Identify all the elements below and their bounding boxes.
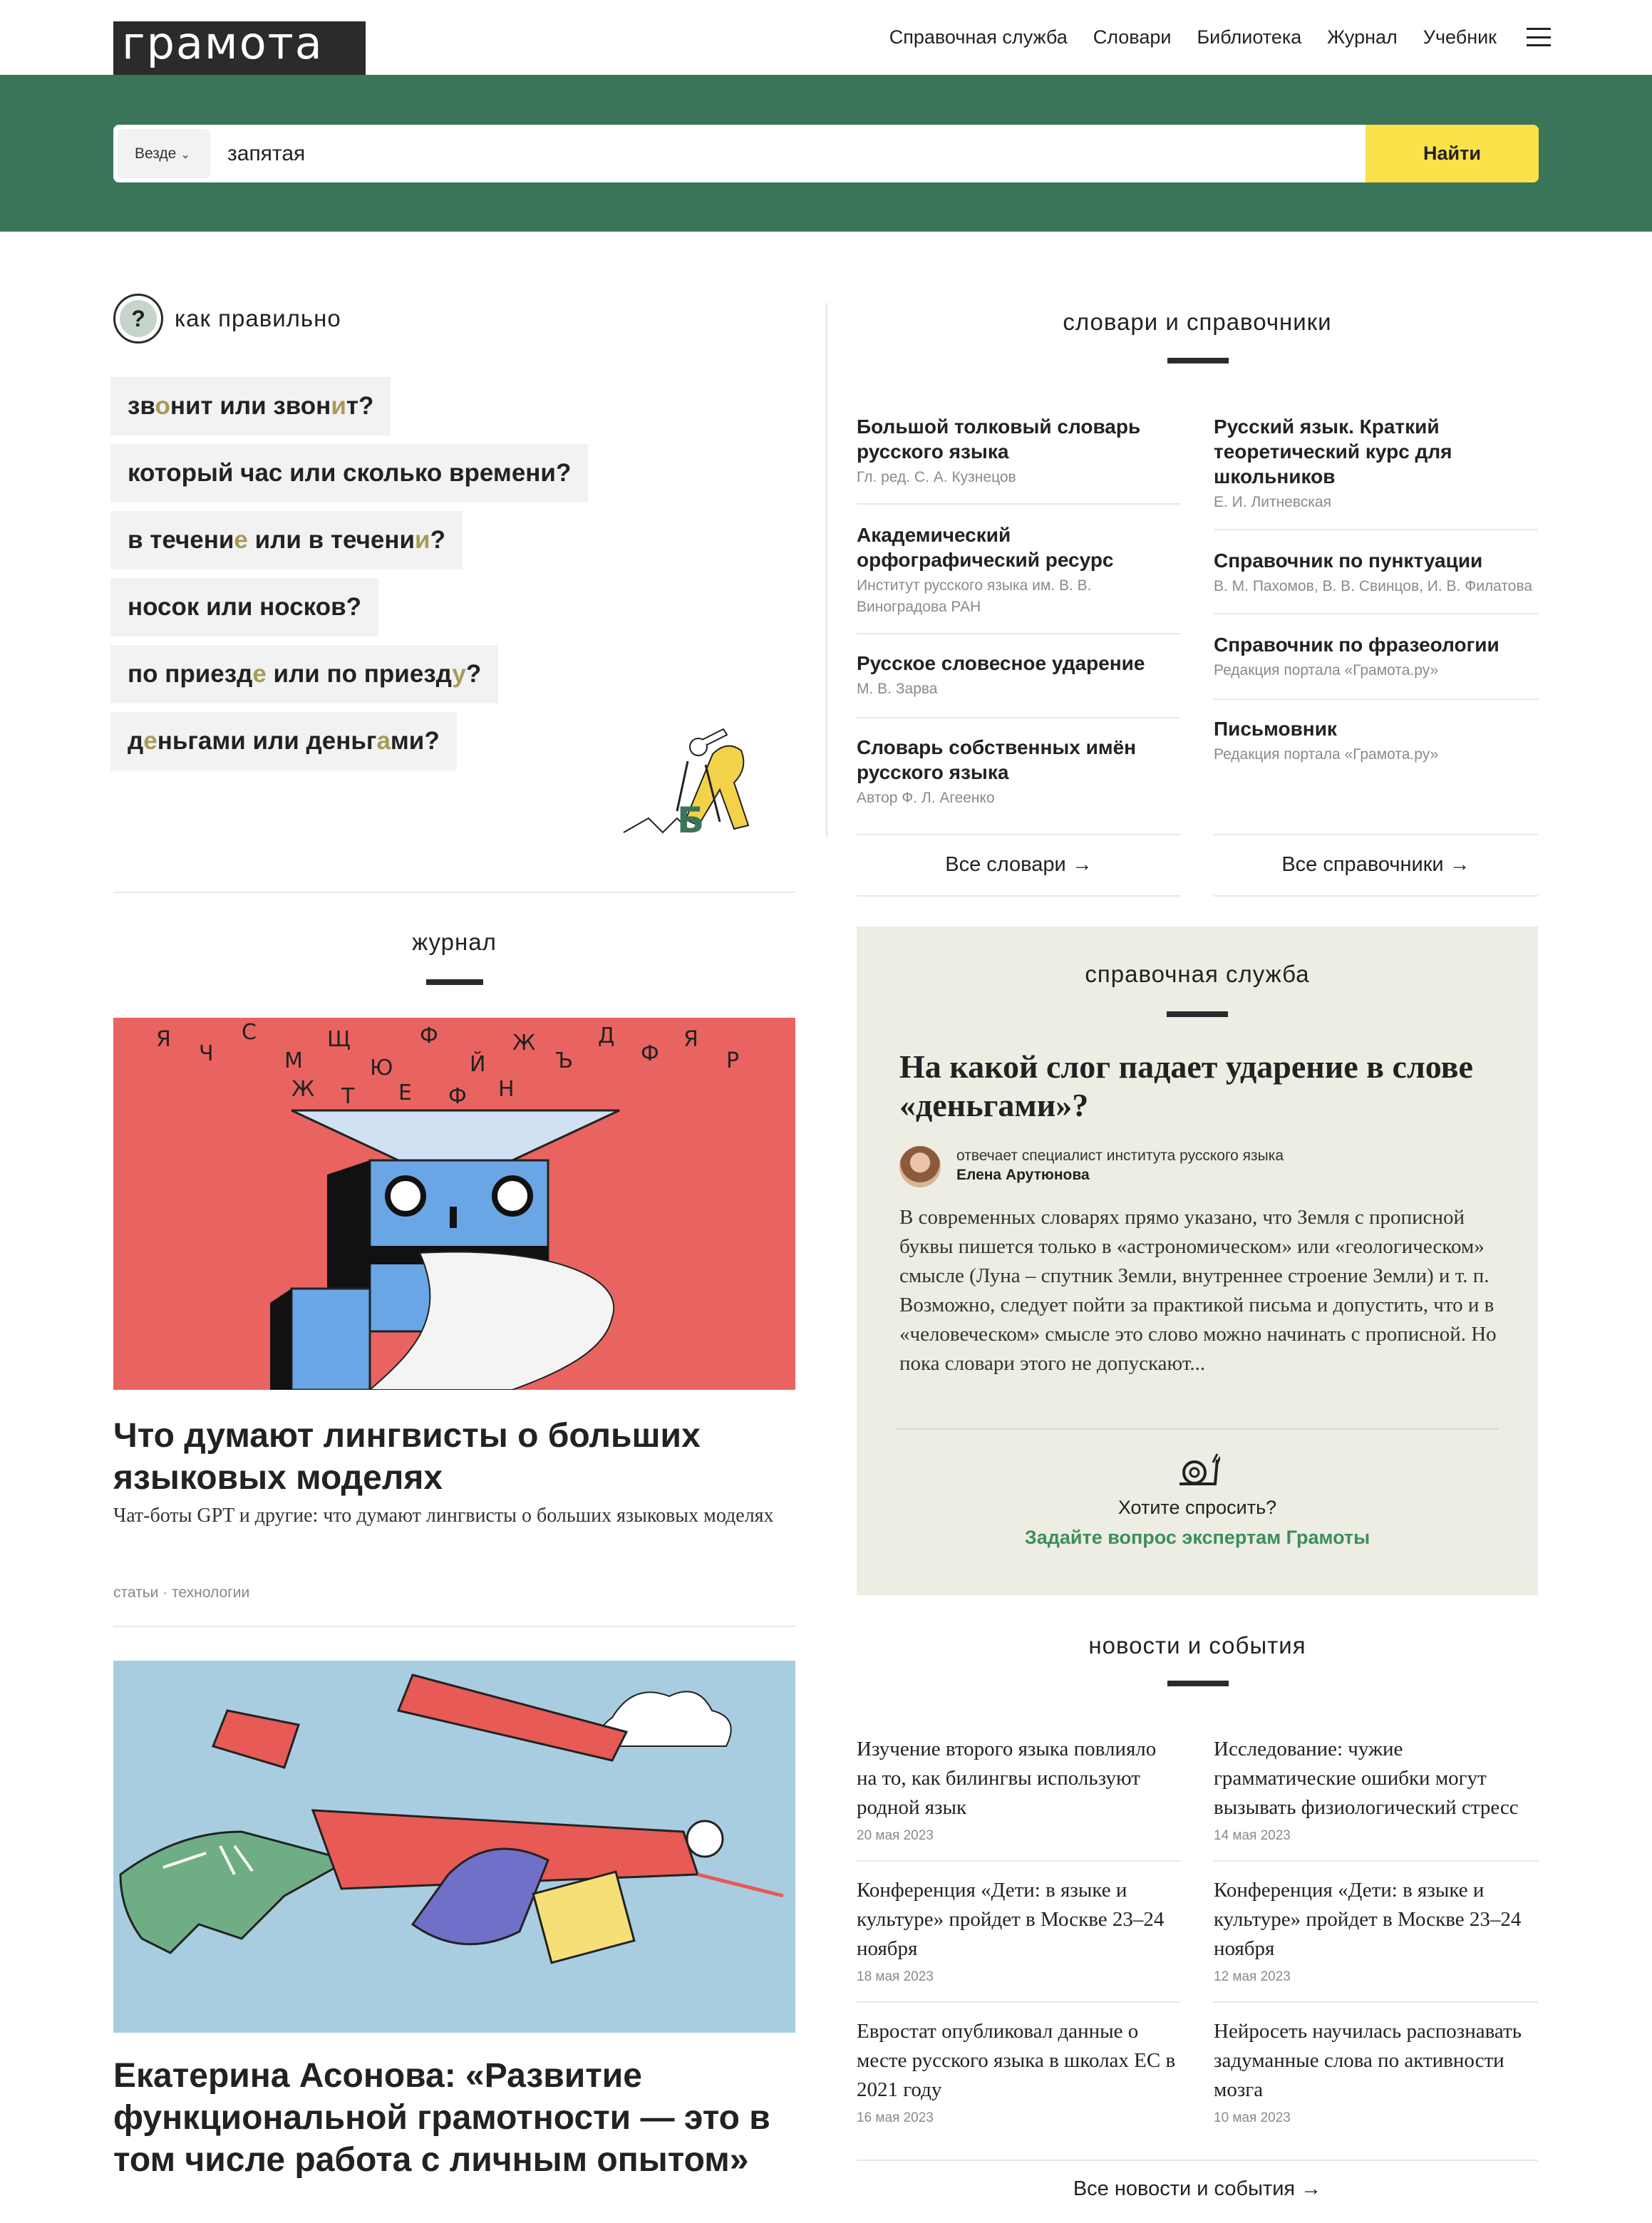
svg-text:Ю: Ю [370, 1056, 393, 1080]
nav-dictionaries[interactable]: Словари [1093, 26, 1172, 48]
kak-pravilno-chip[interactable]: по приезде или по приезду? [110, 645, 498, 703]
chevron-down-icon: ⌄ [180, 149, 190, 161]
mascot-illustration [620, 726, 773, 843]
divider [857, 503, 1181, 505]
reference-title: Русский язык. Краткий теоретический курс для школьников [1214, 416, 1452, 488]
divider [113, 892, 795, 893]
kak-pravilno-list [110, 377, 588, 770]
column-divider [826, 303, 827, 837]
kak-pravilno-chip[interactable]: деньгами или деньгами? [110, 712, 457, 770]
svg-text:Т: Т [341, 1084, 355, 1109]
svg-text:Я: Я [683, 1027, 698, 1052]
help-desk-card [857, 927, 1538, 1595]
divider [857, 633, 1181, 634]
svg-text:Р: Р [726, 1048, 740, 1073]
ask-experts-link[interactable]: Задайте вопрос экспертам Грамоты [1024, 1527, 1370, 1548]
svg-text:Б: Б [677, 800, 705, 841]
news-date: 20 мая 2023 [857, 1828, 934, 1843]
divider [1214, 834, 1538, 835]
kak-pravilno-chip[interactable]: который час или сколько времени? [110, 444, 588, 502]
nav-textbook[interactable]: Учебник [1423, 26, 1497, 48]
help-desk-question[interactable]: На какой слог падает ударение в слове «деньгами»? [899, 1048, 1473, 1123]
dictionary-item[interactable] [857, 651, 1181, 700]
news-headline: Конференция «Дети: в языке и культуре» пройдет в Москве 23–24 ноября [857, 1879, 1165, 1960]
dictionary-author: М. В. Зарва [857, 681, 938, 697]
kak-pravilno-chip[interactable]: звонит или звонит? [110, 377, 391, 435]
svg-text:Ъ: Ъ [555, 1048, 573, 1073]
dictionary-author: Автор Ф. Л. Агеенко [857, 790, 995, 806]
news-date: 18 мая 2023 [857, 1969, 934, 1984]
journal-title: журнал [412, 929, 497, 955]
search-input[interactable] [227, 125, 1475, 182]
article-subtitle: Чат-боты GPT и другие: что думают лингвисты о больших языковых моделях [113, 1505, 774, 1527]
kak-pravilno-chip[interactable]: носок или носков? [110, 578, 378, 636]
divider [857, 1860, 1181, 1862]
dictionary-title: Русское словесное ударение [857, 652, 1145, 674]
snail-icon [1176, 1453, 1220, 1487]
news-title: новости и события [1088, 1632, 1306, 1659]
article-image-robot[interactable] [113, 1018, 795, 1390]
reference-author: Редакция портала «Грамота.ру» [1214, 662, 1439, 679]
news-item[interactable] [857, 2017, 1181, 2126]
news-date: 10 мая 2023 [1214, 2110, 1291, 2125]
svg-text:Н: Н [498, 1077, 515, 1102]
title-bar [1167, 1011, 1228, 1017]
reference-author: Редакция портала «Грамота.ру» [1214, 746, 1439, 763]
search-scope-label: Везде [135, 145, 177, 162]
help-desk-title: справочная служба [1085, 961, 1310, 987]
news-headline: Исследование: чужие грамматические ошибки могут вызывать физиологический стресс [1214, 1738, 1519, 1819]
dictionary-item[interactable] [857, 414, 1181, 488]
news-item[interactable] [857, 1735, 1181, 1844]
divider [857, 717, 1181, 718]
reference-item[interactable] [1214, 716, 1538, 765]
dictionary-title: Словарь собственных имён русского языка [857, 736, 1137, 783]
title-bar [1167, 1681, 1229, 1686]
news-item[interactable] [857, 1876, 1181, 1985]
reference-item[interactable] [1214, 548, 1538, 597]
svg-text:Ф: Ф [420, 1023, 438, 1048]
divider [1214, 698, 1538, 700]
dictionary-author: Гл. ред. С. А. Кузнецов [857, 469, 1016, 485]
dictionary-title: Большой толковый словарь русского языка [857, 416, 1141, 463]
news-headline: Нейросеть научилась распознавать задуманные слова по активности мозга [1214, 2020, 1522, 2101]
search-scope-select[interactable] [118, 129, 210, 178]
news-date: 16 мая 2023 [857, 2110, 934, 2125]
svg-text:Ч: Ч [199, 1041, 214, 1066]
main-nav [889, 23, 1551, 51]
svg-text:Й: Й [470, 1052, 486, 1077]
divider [857, 2160, 1538, 2161]
all-dictionaries-link[interactable]: Все словари → [945, 853, 1093, 876]
site-logo[interactable]: грамота [113, 21, 366, 75]
svg-text:Ф: Ф [448, 1084, 467, 1109]
svg-text:Щ: Щ [327, 1027, 351, 1052]
top-bar [0, 0, 1652, 75]
svg-text:Ф: Ф [641, 1041, 659, 1066]
article-image-plane[interactable] [113, 1661, 795, 2033]
divider [896, 1428, 1499, 1430]
answerer-name: Елена Арутюнова [956, 1167, 1090, 1183]
divider [857, 895, 1181, 897]
reference-item[interactable] [1214, 414, 1538, 513]
nav-library[interactable]: Библиотека [1197, 26, 1302, 48]
question-icon: ? [113, 294, 163, 344]
news-date: 12 мая 2023 [1214, 1969, 1291, 1984]
svg-text:Я: Я [156, 1027, 171, 1052]
divider [857, 834, 1181, 835]
news-item[interactable] [1214, 1876, 1538, 1985]
divider [1214, 895, 1538, 897]
news-headline: Конференция «Дети: в языке и культуре» пройдет в Москве 23–24 ноября [1214, 1879, 1522, 1960]
svg-text:Ж: Ж [291, 1077, 315, 1102]
divider [1214, 613, 1538, 614]
reference-item[interactable] [1214, 632, 1538, 681]
reference-title: Справочник по фразеологии [1214, 634, 1499, 656]
nav-help-desk[interactable]: Справочная служба [889, 26, 1068, 48]
article-tags[interactable]: статьи · технологии [113, 1584, 250, 1601]
svg-text:М: М [284, 1048, 303, 1073]
reference-author: Е. И. Литневская [1214, 494, 1331, 510]
search-button[interactable]: Найти [1366, 125, 1539, 182]
divider [1214, 1860, 1538, 1862]
reference-author: В. М. Пахомов, В. В. Свинцов, И. В. Филатова [1214, 578, 1533, 594]
help-desk-answer: В современных словарях прямо указано, что Земля с прописной буквы пишется только в «астрономическом» или «геологическом» смысле (Луна – спутник Земли, внутреннее строение Земли) и т. п. Возможно, следует пойти за практикой письма и допустить, что и в «человеческом» смысле это слово можно начинать с прописной. Но пока словари этого не допускают... [899, 1206, 1497, 1375]
dictionary-title: Академический орфографический ресурс [857, 524, 1114, 571]
news-headline: Изучение второго языка повлияло на то, как билингвы используют родной язык [857, 1738, 1157, 1819]
svg-text:Д: Д [598, 1023, 615, 1048]
title-bar [1167, 358, 1229, 363]
news-headline: Евростат опубликовал данные о месте русского языка в школах ЕС в 2021 году [857, 2020, 1176, 2101]
svg-text:Е: Е [398, 1080, 412, 1105]
avatar [899, 1146, 941, 1187]
reference-title: Справочник по пунктуации [1214, 550, 1483, 572]
nav-journal[interactable]: Журнал [1327, 26, 1398, 48]
divider [857, 2001, 1181, 2003]
dictionary-author: Институт русского языка им. В. В. Виноградова РАН [857, 577, 1092, 615]
divider [113, 1626, 795, 1627]
all-news-link[interactable]: Все новости и события → [1073, 2177, 1322, 2200]
answerer-role: отвечает специалист института русского языка [956, 1147, 1284, 1164]
title-bar [426, 979, 483, 985]
dictionary-item[interactable] [857, 522, 1181, 618]
news-item[interactable] [1214, 1735, 1538, 1844]
news-item[interactable] [1214, 2017, 1538, 2126]
news-date: 14 мая 2023 [1214, 1828, 1291, 1843]
svg-text:Ж: Ж [512, 1031, 536, 1056]
article-title[interactable]: Что думают лингвисты о больших языковых моделях [113, 1417, 701, 1497]
dictionaries-title: словари и справочники [1063, 309, 1332, 335]
search-bar [113, 125, 1539, 182]
all-references-link[interactable]: Все справочники → [1281, 853, 1470, 876]
svg-text:С: С [242, 1020, 257, 1045]
divider [1214, 529, 1538, 530]
dictionary-item[interactable] [857, 735, 1181, 809]
kak-pravilno-title: как правильно [175, 305, 341, 331]
ask-prompt: Хотите спросить? [1117, 1497, 1277, 1518]
article-title[interactable]: Екатерина Асонова: «Развитие функциональной грамотности — это в том числе работа с личным опытом» [113, 2057, 770, 2179]
divider [1214, 2001, 1538, 2003]
kak-pravilno-chip[interactable]: в течение или в течении? [110, 511, 463, 569]
kak-pravilno-header [113, 294, 341, 344]
menu-icon[interactable] [1527, 28, 1551, 46]
reference-title: Письмовник [1214, 718, 1337, 740]
